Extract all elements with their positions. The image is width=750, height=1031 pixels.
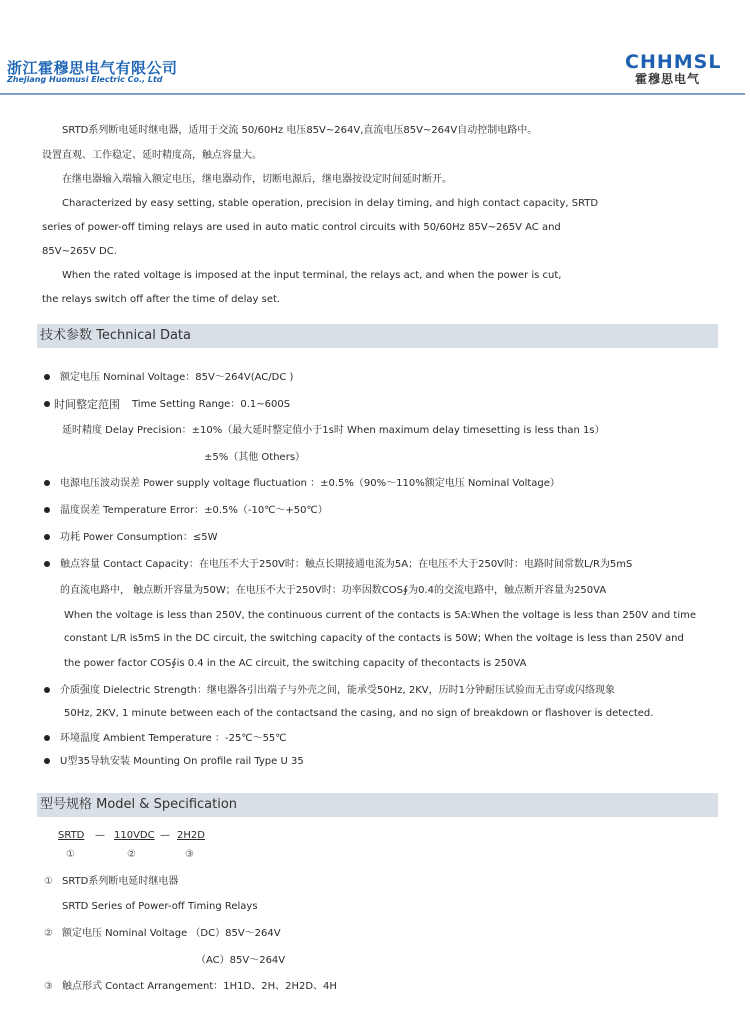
dielectric-strength-1: 介质强度 Dielectric Strength：继电器各引出端子与外壳之间，能承受50Hz, 2KV，历时1分钟耐压试验而无击穿或闪络现象 [60,685,615,696]
intro-line-1: SRTD系列断电延时继电器，适用于交流 50/60Hz 电压85V~264V,直流电压85V~264V自动控制电路中。 [62,125,538,136]
item-1-index: ① [44,876,53,887]
voltage-fluctuation: 电源电压波动误差 Power supply voltage fluctuation ：±0.5%（90%～110%额定电压 Nominal Voltage） [60,478,560,489]
bullet [44,735,50,741]
item-3-text: 触点形式 Contact Arrangement：1H1D、2H、2H2D、4H [62,981,337,992]
model-index-2: ② [127,849,136,860]
mounting: U型35导轨安装 Mounting On profile rail Type U 35 [60,756,304,767]
intro-line-5: series of power-off timing relays are used in auto matic control circuits with 50/60Hz 85V~265V AC and [42,222,561,233]
time-range-label: 时间整定范围 [54,398,120,411]
intro-line-8: the relays switch off after the time of delay set. [42,294,281,305]
contact-capacity-5: the power factor COS∮is 0.4 in the AC circuit, the switching capacity of thecontacts is 250VA [64,658,527,669]
contact-capacity-3: When the voltage is less than 250V, the continuous current of the contacts is 5A:When the voltage is less than 250V and time [64,610,697,621]
intro-line-7: When the rated voltage is imposed at the input terminal, the relays act, and when the power is cut, [62,270,562,281]
time-range-value: Time Setting Range：0.1~600S [132,399,291,410]
company-logo [625,52,730,90]
bullet [44,534,50,540]
intro-line-4: Characterized by easy setting, stable operation, precision in delay timing, and high contact capacity, SRTD [62,198,599,209]
tech-section-title: 技术参数 Technical Data [40,328,191,343]
rated-voltage: 额定电压 Nominal Voltage：85V～264V(AC/DC ) [60,372,294,383]
model-index-1: ① [66,849,75,860]
item-2-ac: （AC）85V～264V [196,955,286,966]
company-name-en: Zhejiang Huomusi Electric Co., Ltd [7,75,163,84]
header-divider [0,93,745,95]
model-code-series: SRTD [58,830,85,841]
precision-line-1: 延时精度 Delay Precision：±10%（最大延时整定值小于1s时 When maximum delay timesetting is less than 1s） [62,425,605,436]
model-code-voltage: 110VDC [114,830,155,841]
tech-section-bar [37,324,718,348]
contact-capacity-1: 触点容量 Contact Capacity：在电压不大于250V时：触点长期接通电流为5A；在电压不大于250V时：电路时间常数L/R为5mS [60,559,633,570]
intro-line-2: 设置直观、工作稳定、延时精度高，触点容量大。 [42,150,262,161]
item-2-index: ② [44,928,53,939]
bullet [44,758,50,764]
logo-brand: CHHMSL [625,51,722,73]
precision-line-2: ±5%（其他 Others） [204,452,306,463]
bullet [44,561,50,567]
company-name-cn: 浙江霍穆思电气有限公司 [7,59,178,77]
ambient-temperature: 环境温度 Ambient Temperature ：-25℃～55℃ [60,733,287,744]
model-code-dash: — [95,830,105,841]
model-section-title: 型号规格 Model & Specification [40,797,238,812]
contact-capacity-2: 的直流电路中， 触点断开容量为50W；在电压不大于250V时：功率因数COS∮为0.4的交流电路中，触点断开容量为250VA [60,585,607,596]
model-index-3: ③ [185,849,194,860]
model-code-contacts: 2H2D [177,830,205,841]
model-section-bar [37,793,718,817]
power-consumption: 功耗 Power Consumption：≤5W [60,532,218,543]
bullet [44,507,50,513]
intro-line-3: 在继电器输入端输入额定电压，继电器动作，切断电源后，继电器按设定时间延时断开。 [62,174,452,185]
item-1-cn: SRTD系列断电延时继电器 [62,876,179,887]
dielectric-strength-2: 50Hz, 2KV, 1 minute between each of the contactsand the casing, and no sign of breakdown or flashover is detected. [64,708,654,719]
logo-cn: 霍穆思电气 [635,72,701,86]
item-3-index: ③ [44,981,53,992]
bullet [44,374,50,380]
intro-line-6: 85V~265V DC. [42,246,117,257]
bullet [44,401,50,407]
contact-capacity-4: constant L/R is5mS in the DC circuit, the switching capacity of the contacts is 50W; When the voltage is less than 250V and [64,633,684,644]
bullet [44,687,50,693]
temperature-error: 温度误差 Temperature Error：±0.5%（-10℃～+50℃） [60,505,328,516]
bullet [44,480,50,486]
item-2-text: 额定电压 Nominal Voltage （DC）85V～264V [62,928,281,939]
item-1-en: SRTD Series of Power-off Timing Relays [62,901,258,912]
model-code-dash: — [160,830,170,841]
